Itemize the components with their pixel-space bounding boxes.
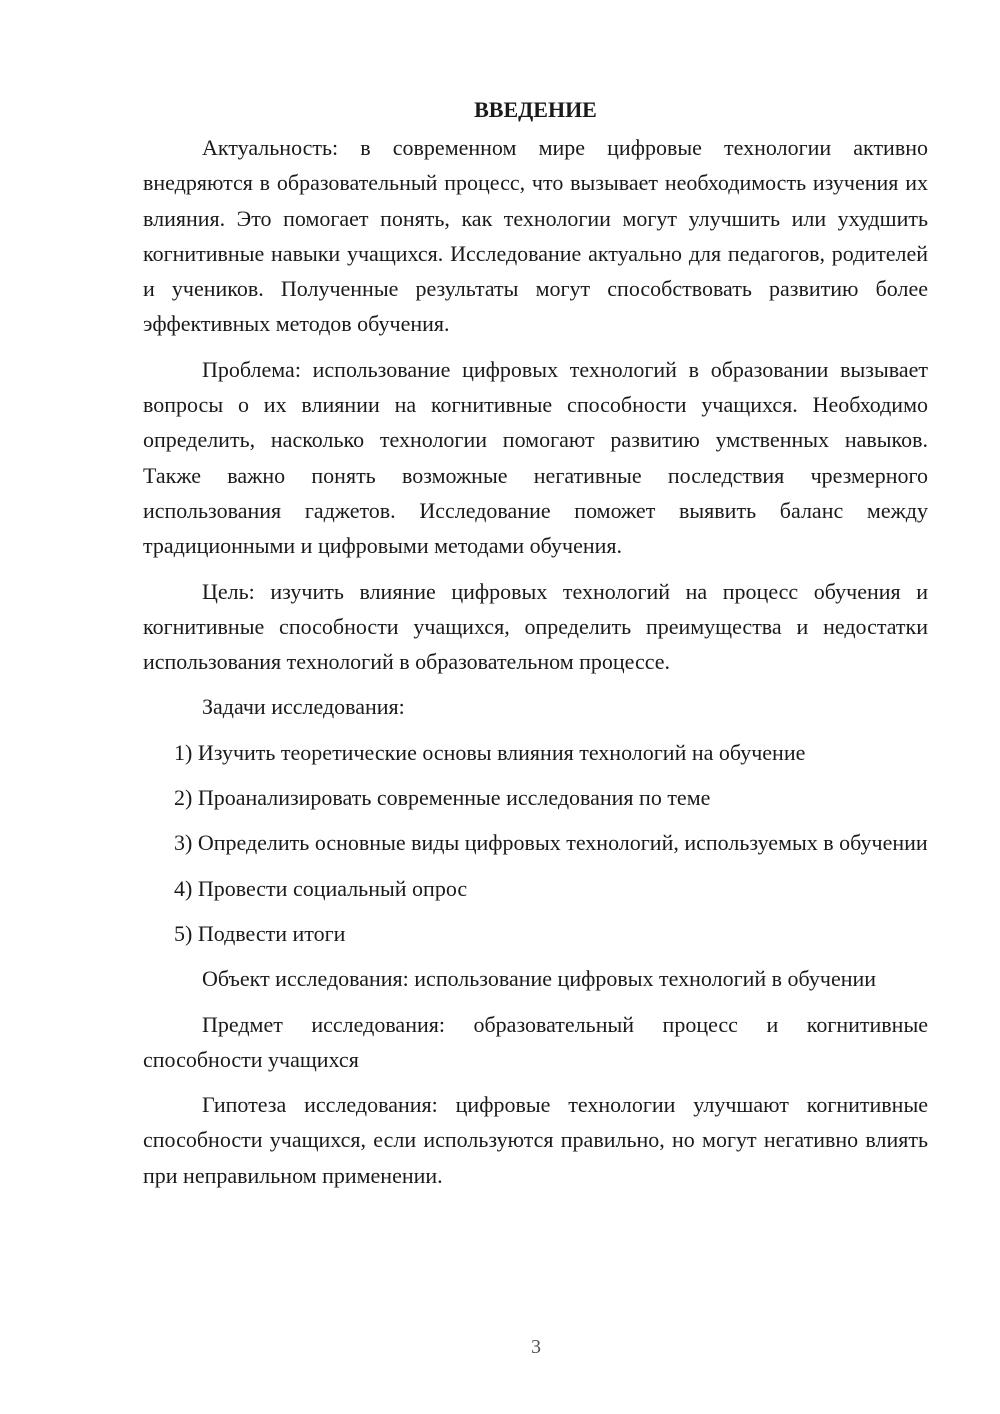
- relevance-paragraph: Актуальность: в современном мире цифровые технологии активно внедряются в образовательный процесс, что вызывает необходимость изучения их влияния. Это помогает понять, как технологии могут улучшить или ухудшить когнитивные навыки учащихся. Исследование актуально для педагогов, родителей и учеников. Полученные результаты могут способствовать развитию более эффективных методов обучения.: [143, 135, 928, 337]
- task-item-1: 1) Изучить теоретические основы влияния технологий на обучение: [174, 739, 806, 765]
- goal-paragraph: Цель: изучить влияние цифровых технологий на процесс обучения и когнитивные способности учащихся, определить преимущества и недостатки использования технологий в образовательном процессе.: [143, 578, 928, 675]
- hypothesis-paragraph: Гипотеза исследования: цифровые технологии улучшают когнитивные способности учащихся, если используются правильно, но могут негативно влиять при неправильном применении.: [143, 1092, 928, 1188]
- page-number: 3: [531, 1336, 541, 1358]
- task-item-3: 3) Определить основные виды цифровых технологий, используемых в обучении: [174, 830, 928, 856]
- document-page: [143, 92, 928, 1203]
- task-item-5: 5) Подвести итоги: [174, 920, 346, 946]
- problem-paragraph: Проблема: использование цифровых технологий в образовании вызывает вопросы о их влиянии на когнитивные способности учащихся. Необходимо определить, насколько технологии помогают развитию умственных навыков. Также важно понять возможные негативные последствия чрезмерного использования гаджетов. Исследование поможет выявить баланс между традиционными и цифровыми методами обучения.: [143, 356, 928, 559]
- task-item-2: 2) Проанализировать современные исследования по теме: [174, 785, 711, 811]
- section-heading: ВВЕДЕНИЕ: [474, 97, 597, 122]
- subject-paragraph: Предмет исследования: образовательный процесс и когнитивные способности учащихся: [143, 1011, 928, 1072]
- task-item-4: 4) Провести социальный опрос: [174, 875, 468, 901]
- tasks-title: Задачи исследования:: [202, 694, 405, 720]
- object-paragraph: Объект исследования: использование цифровых технологий в обучении: [202, 966, 877, 992]
